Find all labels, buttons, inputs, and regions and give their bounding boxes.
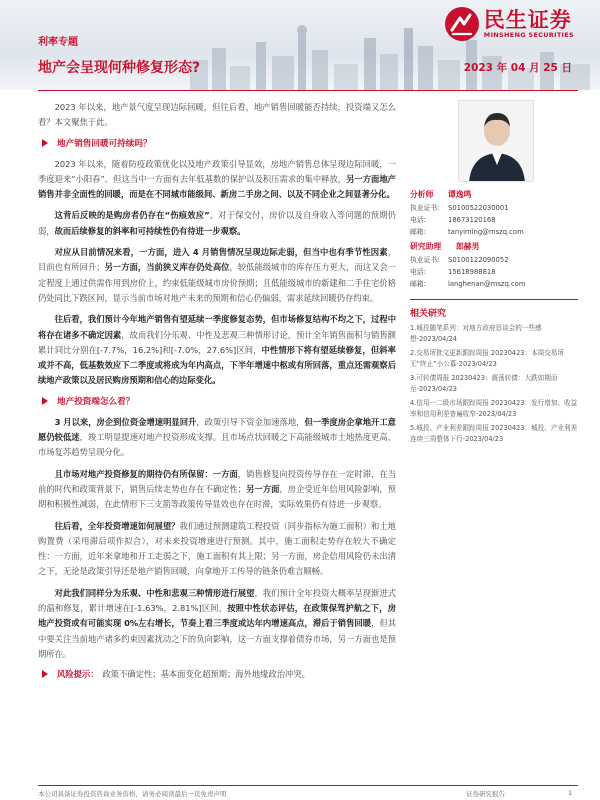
risk-text: 政策不确定性；基本面变化超预期；海外地缘政治冲突。 — [102, 669, 310, 680]
paragraph-market-expectation: 且市场对地产投资修复的期待仍有所保留：一方面，销售修复向投资传导存在一定时滞，在当前的时代和政策背景下，销售后续走势也存在不确定性；另一方面，房企受近年信用风险影响，预期和积极性减弱，在此情形下三支箭等政策传导显效也存在时滞，实际效果仍有待进一步观察。 — [38, 468, 396, 510]
paragraph-current-situation: 对应从目前情况来看，一方面，进入 4 月销售情况呈现边际走弱，但当中也有季节性因素，目前也有所回升；另一方面，当前狭义库存仍处高位，较低能级城市的库存压力更大，而这又会一定程度上通过供需作用到房价上，约束低能级城市房价预期；且低能级城市的新建和二手住宅价格仍处同比下跌区间，显示当前市场对地产未来的预期和信心仍偏弱，需求延续回暖仍存约束。 — [38, 247, 396, 303]
sidebar-divider — [410, 299, 578, 300]
related-item[interactable]: 2.交易所批文更新跟踪周报 20230423：本周交易所无“终止”小公募-2023/04/23 — [410, 349, 565, 368]
related-item[interactable]: 5.城投、产业利差跟踪周报 20230423：城投、产业利差连续三周整体下行-2023/04/23 — [410, 424, 578, 443]
related-research-title: 相关研究 — [410, 309, 447, 319]
related-research-list — [410, 323, 578, 445]
report-date: 2023 年 04 月 25 日 — [463, 62, 572, 74]
analyst-photo — [458, 100, 534, 182]
analyst-phone: 15618988818 — [448, 268, 496, 276]
brand-logo — [444, 6, 574, 42]
analyst-phone: 18673120168 — [448, 216, 496, 224]
analyst-card-1: 分析师 谭逸鸣 执业证书: S0100522030001 电话: 18673120168 邮箱: tanyiming@mszq.com — [410, 190, 524, 236]
footer-divider — [38, 785, 578, 786]
logo-english-name: MINSHENG SECURITIES — [483, 31, 574, 39]
section-heading-sales — [42, 137, 396, 149]
section-heading-investment — [42, 395, 396, 407]
minsheng-logo-icon — [444, 6, 480, 42]
logo-chinese-name: 民生证券 — [483, 8, 572, 32]
analyst-role: 分析师 — [410, 190, 434, 199]
header-divider — [38, 90, 578, 91]
footer-label: 证券研究报告 — [466, 790, 505, 798]
paragraph-scenarios: 对此我们同样分为乐观、中性和悲观三种情形进行展望，我们预计全年投资大概率呈现渐进式的温和修复，累计增速在[-1.63%，2.81%]区间，按照中性状态评估，在政策保驾护航之下，房地产投资或有可能实现 0%左右增长，节奏上看三季度或达年内增速高点，滞后于销售回暖，但其中要关注当前地产诸多约束因素扰动之下的负向影响，这一方面支撑着债券市场，另一方面也是预期所在。 — [38, 587, 396, 659]
section-arrow-icon — [42, 670, 48, 678]
intro-paragraph: 2023 年以来，地产景气度呈现边际回暖，但往后看，地产销售回暖能否持续，投资端又怎么看？本文聚焦于此。 — [38, 102, 396, 128]
paragraph-investment-forecast: 往后看，全年投资增速如何展望？我们通过预测建筑工程投资（同步指标为施工面积）和土地购置费（采用滞后项作拟合），对未来投资增速进行预测。其中，施工面积走势存在较大不确定性：一方面，近年来拿地和开工走弱之下，施工面积有其上限；另一方面，房企信用风险仍未出清之下，无论是政策引导还是地产销售回暖，向拿地开工传导的链条仍难言顺畅。 — [38, 520, 396, 577]
section-heading-text: 地产投资端怎么看？ — [57, 396, 135, 407]
report-title: 地产会呈现何种修复形态? — [38, 60, 201, 76]
section-arrow-icon — [42, 397, 48, 405]
footer-disclaimer: 本公司具备证券投资咨询业务资格，请务必阅读最后一页免责声明 — [38, 790, 227, 798]
sidebar — [410, 100, 578, 448]
risk-warning — [42, 668, 396, 680]
paragraph-sales-recovery: 2023 年以来，随着防疫政策优化以及地产政策引导显效，房地产销售总体呈现边际回暖，一季度迎来“小阳春”。但这当中一方面有去年低基数的保护以及积压需求的集中释放，另一方面地产销售并非全面性的回暖，而是在不同城市能级间、新房二手房之间、以及不同企业之间显著分化。 — [38, 158, 396, 200]
related-item[interactable]: 3.可转债周报 20230423：震荡转债：大跌如期而至-2023/04/23 — [410, 374, 558, 393]
related-item[interactable]: 1.城投随笔系列：对地方政府恳谈会的一些感想-2023/04/24 — [410, 324, 542, 343]
report-header — [0, 0, 600, 90]
analyst-role: 研究助理 — [410, 242, 442, 251]
analyst-email[interactable]: tanyiming@mszq.com — [448, 228, 524, 236]
paragraph-funding: 3 月以来，房企到位资金增速明显回升，政策引导下资金加速落地，但一季度房企拿地开工意愿仍较低迷，竣工明显提速对地产投资形成支撑。且市场点状回暖之下高能级城市土地热度更高，市场复苏趋势呈现分化。 — [38, 416, 396, 458]
risk-label: 风险提示： — [57, 669, 99, 680]
page-number: 1 — [568, 789, 573, 797]
analyst-email[interactable]: langhenan@mszq.com — [448, 280, 526, 288]
report-body — [38, 100, 396, 680]
report-category: 利率专题 — [38, 37, 78, 48]
analyst-license: S0100522030001 — [448, 204, 509, 212]
paragraph-scar-effect: 这背后反映的是购房者仍存在“伤痕效应”，对于保交付、房价以及自身收入等问题的预期仍弱，故而后续修复的斜率和可持续性仍有待进一步观察。 — [38, 210, 396, 236]
analyst-license: S0100122090052 — [448, 256, 509, 264]
related-item[interactable]: 4.信用一二级市场跟踪周报 20230423：发行增加、收益率和信用利差普遍收窄-2023/04/23 — [410, 399, 578, 418]
analyst-card-2: 研究助理 郎赫男 执业证书: S0100122090052 电话: 15618988818 邮箱: langhenan@mszq.com — [410, 242, 526, 288]
section-heading-text: 地产销售回暖可持续吗？ — [57, 138, 152, 149]
section-arrow-icon — [42, 139, 48, 147]
analyst-name: 谭逸鸣 — [448, 190, 472, 199]
analyst-name: 郎赫男 — [456, 242, 480, 251]
analyst-portrait-icon — [459, 101, 534, 182]
paragraph-sales-outlook: 往后看，我们预计今年地产销售有望延续一季度修复态势，但市场修复结构不均之下，过程中将存在诸多不确定因素，故而我们分乐观、中性及悲观三种情形讨论，预计全年销售面积与销售额累计同比分别在[-7.7%，16.2%]和[-7.0%，27.6%]区间，中性情形下将有望延续修复，但斜率或并不高，低基数效应下二季度或将成为年内高点，下半年增速中枢或有所回落，重点还需观察后续地产政策以及居民购房预期和信心的边际变化。 — [38, 314, 396, 386]
